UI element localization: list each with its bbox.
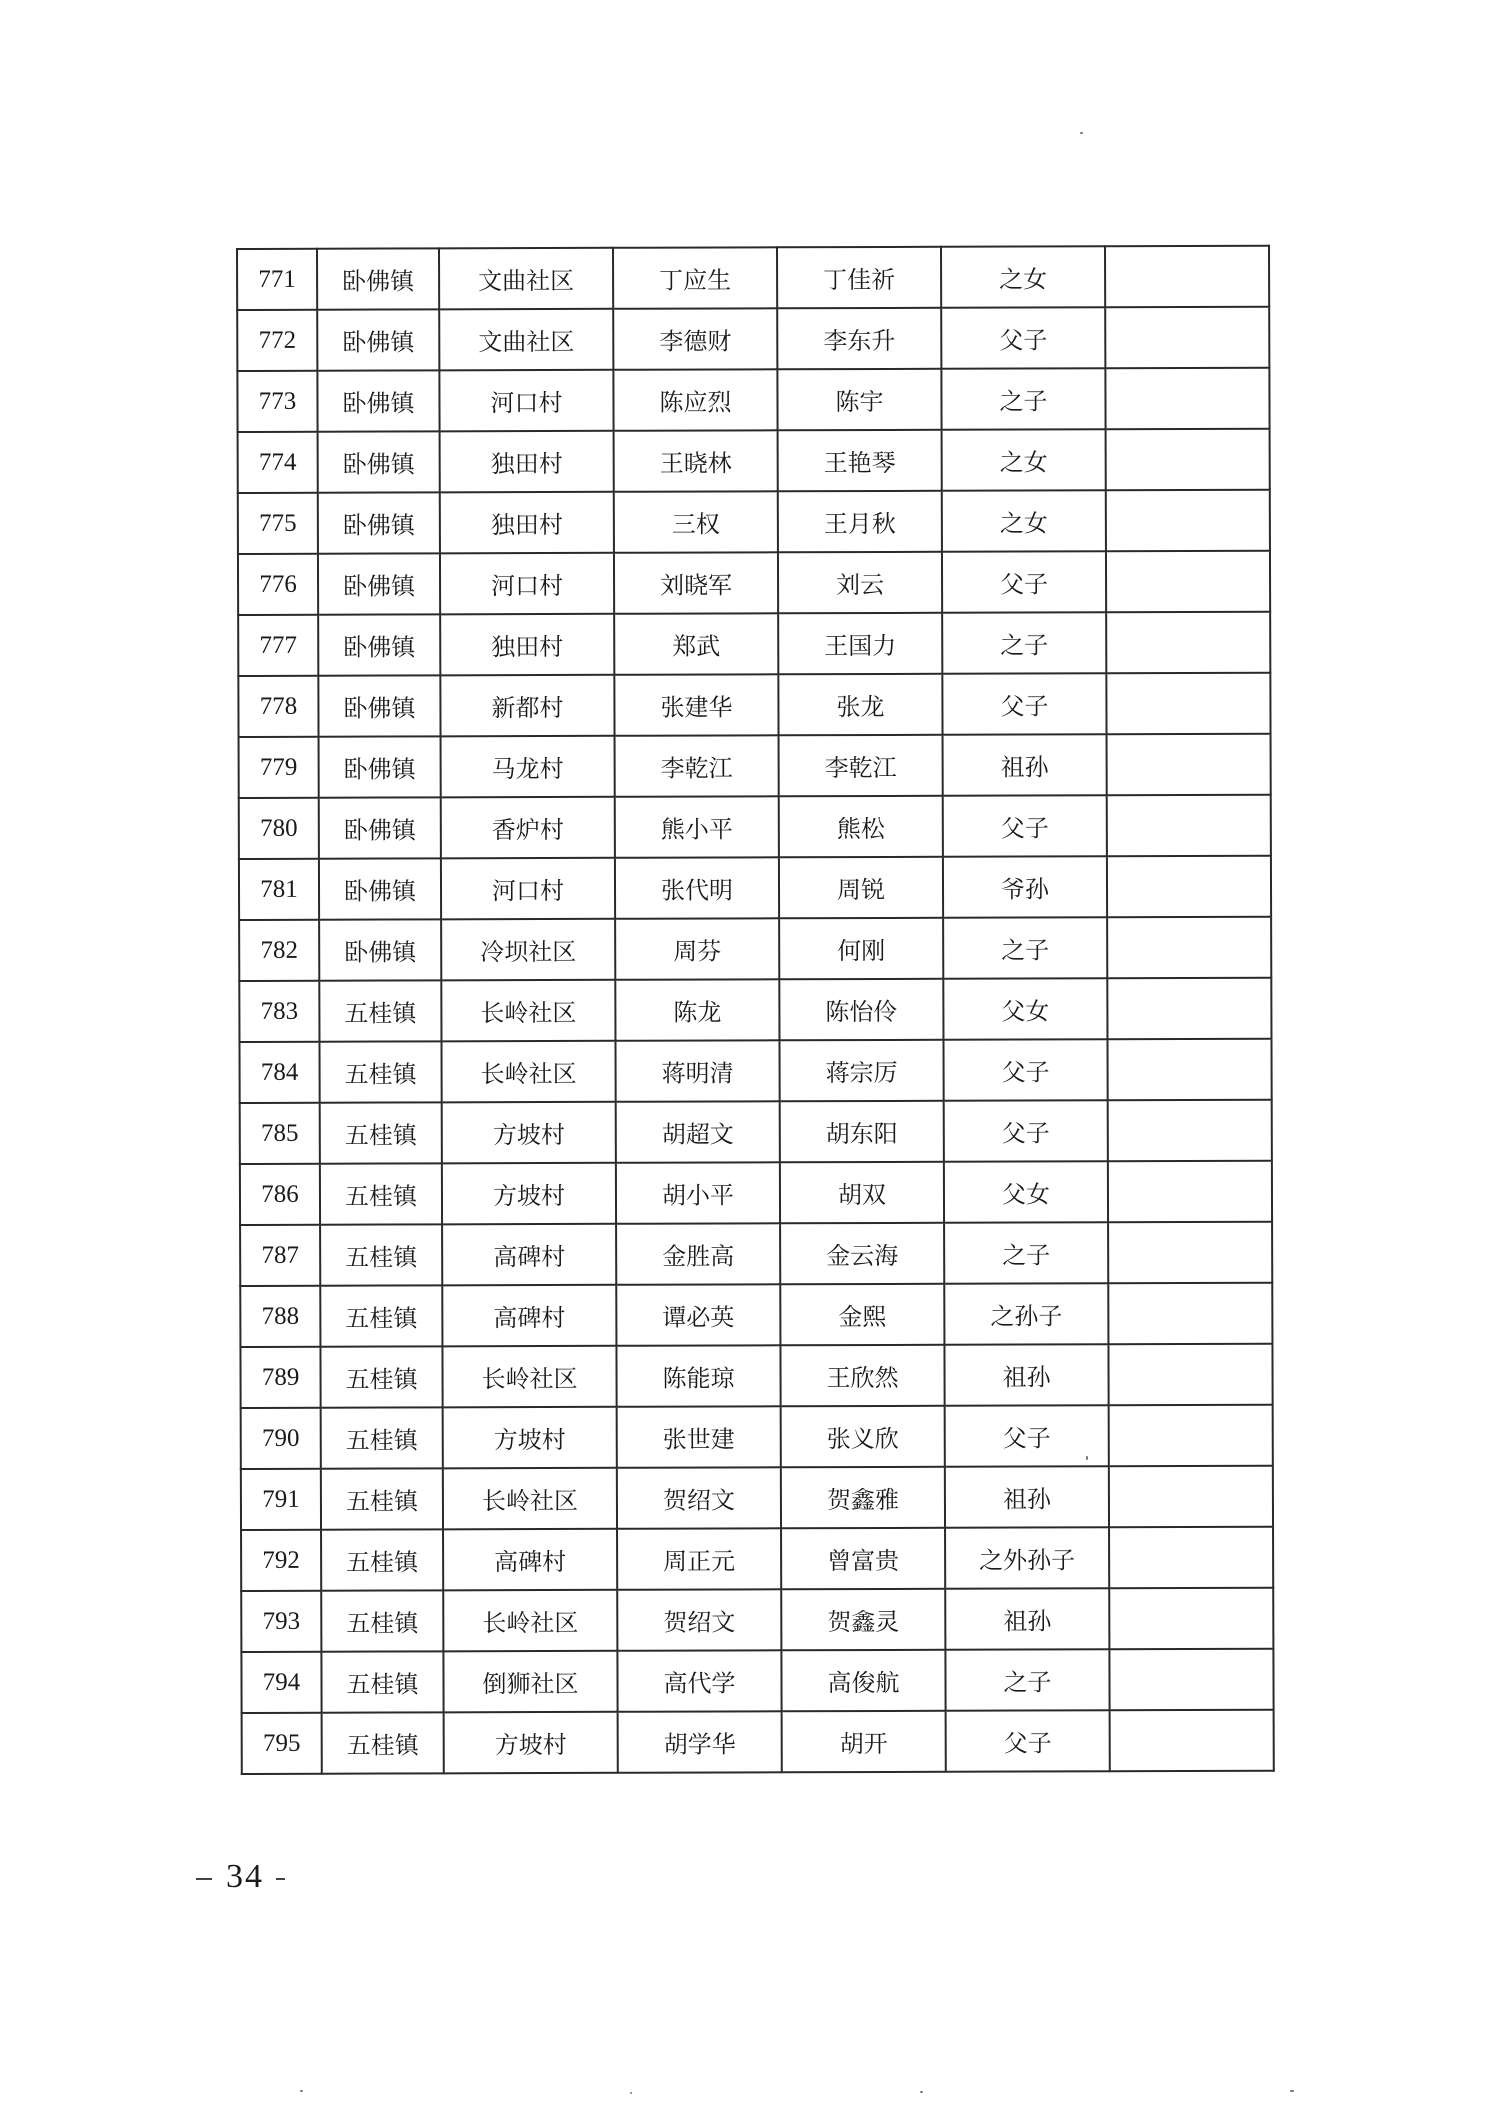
relationship-cell: 之子	[944, 1222, 1108, 1284]
relationship-cell: 之子	[945, 1649, 1109, 1711]
roster-table-body	[237, 246, 1274, 1774]
person-name-cell: 张代明	[615, 857, 779, 919]
person-name-cell: 蒋明清	[615, 1040, 779, 1102]
table-row	[237, 307, 1269, 371]
scan-speck	[300, 2090, 303, 2092]
note-cell	[1109, 1405, 1273, 1467]
town-cell: 五桂镇	[321, 1407, 443, 1468]
scan-speck	[1290, 2090, 1294, 2092]
relative-name-cell: 王国力	[778, 613, 942, 675]
relative-name-cell: 金云海	[780, 1223, 944, 1285]
person-name-cell: 陈龙	[615, 979, 779, 1041]
village-cell: 河口村	[441, 858, 615, 920]
town-cell: 五桂镇	[320, 1102, 442, 1163]
town-cell: 卧佛镇	[318, 553, 440, 614]
town-cell: 五桂镇	[321, 1468, 443, 1529]
table-row	[239, 917, 1271, 981]
row-number-cell: 787	[240, 1225, 320, 1286]
relationship-cell: 之女	[942, 429, 1106, 491]
town-cell: 五桂镇	[320, 1285, 442, 1346]
town-cell: 五桂镇	[319, 1041, 441, 1102]
scan-speck	[920, 2091, 923, 2093]
row-number-cell: 788	[240, 1286, 320, 1347]
table-row	[242, 1710, 1274, 1774]
village-cell: 长岭社区	[442, 1346, 616, 1408]
relative-name-cell: 李东升	[777, 308, 941, 370]
row-number-cell: 775	[238, 493, 318, 554]
row-number-cell: 773	[237, 371, 317, 432]
table-row	[240, 1100, 1272, 1164]
table-row	[239, 978, 1271, 1042]
note-cell	[1108, 1161, 1272, 1223]
relative-name-cell: 何刚	[779, 918, 943, 980]
note-cell	[1106, 673, 1270, 735]
person-name-cell: 谭必英	[616, 1284, 780, 1346]
note-cell	[1107, 1039, 1271, 1101]
town-cell: 五桂镇	[321, 1651, 443, 1712]
row-number-cell: 793	[241, 1591, 321, 1652]
person-name-cell: 金胜高	[616, 1223, 780, 1285]
table-row	[240, 1222, 1272, 1286]
scan-speck	[630, 2092, 632, 2094]
row-number-cell: 790	[241, 1408, 321, 1469]
note-cell	[1106, 551, 1270, 613]
person-name-cell: 贺绍文	[617, 1589, 781, 1651]
relationship-cell: 爷孙	[943, 856, 1107, 918]
row-number-cell: 774	[238, 432, 318, 493]
table-row	[239, 795, 1271, 859]
village-cell: 高碑村	[443, 1529, 617, 1591]
note-cell	[1107, 795, 1271, 857]
town-cell: 五桂镇	[321, 1529, 443, 1590]
village-cell: 新都村	[440, 675, 614, 737]
scan-speck	[1080, 132, 1083, 134]
village-cell: 长岭社区	[441, 1041, 615, 1103]
row-number-cell: 785	[240, 1103, 320, 1164]
note-cell	[1106, 429, 1270, 491]
relative-name-cell: 曾富贵	[781, 1528, 945, 1590]
relationship-cell: 之子	[941, 368, 1105, 430]
village-cell: 倒狮社区	[443, 1651, 617, 1713]
village-cell: 方坡村	[442, 1163, 616, 1225]
note-cell	[1107, 978, 1271, 1040]
row-number-cell: 776	[238, 554, 318, 615]
page-number	[196, 1858, 285, 1896]
note-cell	[1105, 368, 1269, 430]
village-cell: 高碑村	[442, 1224, 616, 1286]
village-cell: 独田村	[440, 492, 614, 554]
person-name-cell: 胡小平	[616, 1162, 780, 1224]
village-cell: 长岭社区	[443, 1590, 617, 1652]
relative-name-cell: 张义欣	[781, 1406, 945, 1468]
town-cell: 五桂镇	[321, 1590, 443, 1651]
village-cell: 方坡村	[443, 1407, 617, 1469]
village-cell: 方坡村	[442, 1102, 616, 1164]
relative-name-cell: 熊松	[779, 796, 943, 858]
note-cell	[1106, 490, 1270, 552]
village-cell: 长岭社区	[443, 1468, 617, 1530]
person-name-cell: 高代学	[617, 1650, 781, 1712]
town-cell: 卧佛镇	[319, 797, 441, 858]
relative-name-cell: 高俊航	[781, 1650, 945, 1712]
relationship-cell: 父女	[944, 1161, 1108, 1223]
table-row	[239, 1039, 1271, 1103]
village-cell: 独田村	[440, 431, 614, 493]
row-number-cell: 783	[239, 981, 319, 1042]
town-cell: 五桂镇	[320, 1224, 442, 1285]
relative-name-cell: 李乾江	[779, 735, 943, 797]
dash-left	[196, 1878, 212, 1880]
person-name-cell: 胡超文	[616, 1101, 780, 1163]
table-row	[241, 1649, 1273, 1713]
row-number-cell: 795	[242, 1713, 322, 1774]
village-cell: 香炉村	[441, 797, 615, 859]
relative-name-cell: 胡开	[782, 1711, 946, 1773]
table-row	[240, 1344, 1272, 1408]
relationship-cell: 祖孙	[945, 1588, 1109, 1650]
row-number-cell: 778	[238, 676, 318, 737]
row-number-cell: 779	[239, 737, 319, 798]
note-cell	[1108, 1222, 1272, 1284]
relationship-cell: 祖孙	[943, 734, 1107, 796]
row-number-cell: 794	[241, 1652, 321, 1713]
note-cell	[1109, 1588, 1273, 1650]
town-cell: 卧佛镇	[317, 309, 439, 370]
note-cell	[1108, 1283, 1272, 1345]
town-cell: 卧佛镇	[317, 370, 439, 431]
relationship-cell: 父子	[941, 307, 1105, 369]
relationship-cell: 祖孙	[944, 1344, 1108, 1406]
note-cell	[1109, 1466, 1273, 1528]
note-cell	[1108, 1100, 1272, 1162]
row-number-cell: 772	[237, 310, 317, 371]
village-cell: 冷坝社区	[441, 919, 615, 981]
town-cell: 五桂镇	[320, 1163, 442, 1224]
note-cell	[1108, 1344, 1272, 1406]
village-cell: 文曲社区	[439, 309, 613, 371]
person-name-cell: 张建华	[614, 674, 778, 736]
note-cell	[1107, 734, 1271, 796]
relative-name-cell: 贺鑫灵	[781, 1589, 945, 1651]
person-name-cell: 周正元	[617, 1528, 781, 1590]
village-cell: 独田村	[440, 614, 614, 676]
town-cell: 卧佛镇	[319, 736, 441, 797]
village-cell: 方坡村	[444, 1712, 618, 1774]
person-name-cell: 贺绍文	[617, 1467, 781, 1529]
row-number-cell: 789	[240, 1347, 320, 1408]
relative-name-cell: 蒋宗厉	[779, 1040, 943, 1102]
relationship-cell: 之孙子	[944, 1283, 1108, 1345]
row-number-cell: 782	[239, 920, 319, 981]
row-number-cell: 777	[238, 615, 318, 676]
relative-name-cell: 周锐	[779, 857, 943, 919]
relationship-cell: 父子	[942, 673, 1106, 735]
relative-name-cell: 刘云	[778, 552, 942, 614]
table-row	[239, 734, 1271, 798]
relationship-cell: 父子	[943, 795, 1107, 857]
note-cell	[1110, 1710, 1274, 1772]
table-row	[239, 856, 1271, 920]
table-row	[238, 551, 1270, 615]
page-number-text: 34	[226, 1858, 264, 1895]
person-name-cell: 周芬	[615, 918, 779, 980]
note-cell	[1109, 1649, 1273, 1711]
person-name-cell: 陈应烈	[613, 369, 777, 431]
relationship-cell: 父子	[942, 551, 1106, 613]
person-name-cell: 王晓林	[614, 430, 778, 492]
person-name-cell: 熊小平	[615, 796, 779, 858]
town-cell: 卧佛镇	[319, 919, 441, 980]
person-name-cell: 李德财	[613, 308, 777, 370]
relationship-cell: 父子	[945, 1405, 1109, 1467]
relationship-cell: 之女	[942, 490, 1106, 552]
table-row	[238, 429, 1270, 493]
person-name-cell: 三权	[614, 491, 778, 553]
table-row	[238, 490, 1270, 554]
person-name-cell: 张世建	[617, 1406, 781, 1468]
relative-name-cell: 金熙	[780, 1284, 944, 1346]
roster-table	[236, 245, 1275, 1775]
village-cell: 马龙村	[441, 736, 615, 798]
relative-name-cell: 胡东阳	[780, 1101, 944, 1163]
village-cell: 文曲社区	[439, 248, 613, 310]
row-number-cell: 786	[240, 1164, 320, 1225]
town-cell: 卧佛镇	[318, 492, 440, 553]
town-cell: 五桂镇	[319, 980, 441, 1041]
relative-name-cell: 胡双	[780, 1162, 944, 1224]
row-number-cell: 771	[237, 249, 317, 310]
relationship-cell: 之子	[942, 612, 1106, 674]
village-cell: 高碑村	[442, 1285, 616, 1347]
person-name-cell: 郑武	[614, 613, 778, 675]
relative-name-cell: 王艳琴	[778, 430, 942, 492]
town-cell: 卧佛镇	[318, 675, 440, 736]
relationship-cell: 父女	[943, 978, 1107, 1040]
note-cell	[1105, 246, 1269, 308]
person-name-cell: 丁应生	[613, 247, 777, 309]
person-name-cell: 李乾江	[615, 735, 779, 797]
relative-name-cell: 陈怡伶	[779, 979, 943, 1041]
table-row	[241, 1588, 1273, 1652]
table-row	[240, 1283, 1272, 1347]
relationship-cell: 之女	[941, 246, 1105, 308]
row-number-cell: 792	[241, 1530, 321, 1591]
relationship-cell: 父子	[946, 1710, 1110, 1772]
table-row	[241, 1466, 1273, 1530]
dash-right	[276, 1878, 285, 1880]
note-cell	[1105, 307, 1269, 369]
relative-name-cell: 陈宇	[777, 369, 941, 431]
relationship-cell: 祖孙	[945, 1466, 1109, 1528]
relative-name-cell: 贺鑫雅	[781, 1467, 945, 1529]
note-cell	[1106, 612, 1270, 674]
town-cell: 卧佛镇	[317, 248, 439, 309]
table-row	[237, 368, 1269, 432]
relative-name-cell: 张龙	[778, 674, 942, 736]
relationship-cell: 父子	[944, 1100, 1108, 1162]
village-cell: 长岭社区	[441, 980, 615, 1042]
town-cell: 卧佛镇	[318, 614, 440, 675]
table-row	[237, 246, 1269, 310]
relationship-cell: 之子	[943, 917, 1107, 979]
person-name-cell: 刘晓军	[614, 552, 778, 614]
row-number-cell: 780	[239, 798, 319, 859]
relative-name-cell: 王月秋	[778, 491, 942, 553]
town-cell: 五桂镇	[320, 1346, 442, 1407]
village-cell: 河口村	[439, 370, 613, 432]
relationship-cell: 之外孙子	[945, 1527, 1109, 1589]
town-cell: 卧佛镇	[318, 431, 440, 492]
table-row	[238, 612, 1270, 676]
relative-name-cell: 王欣然	[780, 1345, 944, 1407]
row-number-cell: 784	[239, 1042, 319, 1103]
scan-speck	[1086, 1456, 1088, 1460]
row-number-cell: 791	[241, 1469, 321, 1530]
table-row	[241, 1527, 1273, 1591]
relationship-cell: 父子	[943, 1039, 1107, 1101]
row-number-cell: 781	[239, 859, 319, 920]
table-row	[238, 673, 1270, 737]
town-cell: 五桂镇	[322, 1712, 444, 1773]
table-row	[241, 1405, 1273, 1469]
relative-name-cell: 丁佳祈	[777, 247, 941, 309]
person-name-cell: 陈能琼	[616, 1345, 780, 1407]
person-name-cell: 胡学华	[618, 1711, 782, 1773]
note-cell	[1107, 917, 1271, 979]
town-cell: 卧佛镇	[319, 858, 441, 919]
note-cell	[1107, 856, 1271, 918]
village-cell: 河口村	[440, 553, 614, 615]
table-row	[240, 1161, 1272, 1225]
note-cell	[1109, 1527, 1273, 1589]
